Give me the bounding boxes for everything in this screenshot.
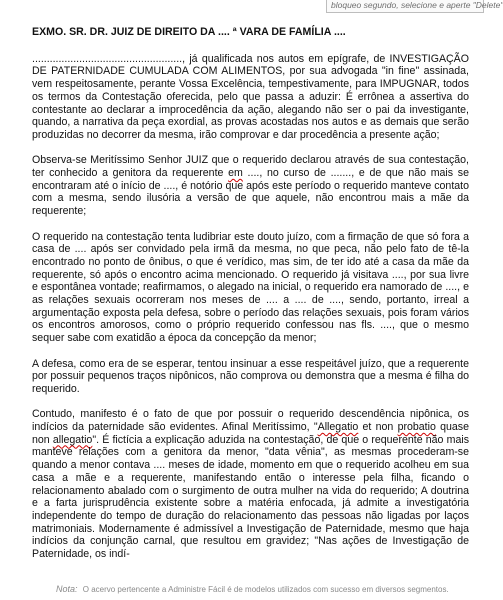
body-paragraph: [32, 408, 469, 560]
spellcheck-flagged-word: em: [228, 167, 243, 180]
document-body: [32, 53, 469, 561]
paragraph-text: ..................................................., já qualificada nos autos em epígrafe, de INVESTIGAÇÃO DE PATERNIDADE CUMULADA COM ALIMENTOS, por sua advogada "in fine" assinada, vem respeitosamente, perante Vossa Excelência, tempestivamente, para IMPUGNAR, todos os termos da Contestação oferecida, pelo que passa a aduzir: É errônea a assertiva do contestante ao declarar a improcedência da ação, alegando não ser o pai da investigante, quando, a narrativa da peça exordial, as provas acostadas nos autos e as demais que serão produzidas no decorrer da mesma, irão comprovar e dar procedência a presente ação;: [32, 52, 469, 141]
spellcheck-flagged-word: Allegatio: [317, 421, 359, 434]
footer-note-text: O acervo pertencente a Administre Fácil é de modelos utilizados com sucesso em diversos segmentos.: [82, 585, 449, 594]
edit-hint-text: bloqueo segundo, selecione e aperte "Delete": [331, 0, 503, 10]
paragraph-text: Observa-se Meritíssimo Senhor JUIZ que o requerido declarou através de sua contestação, ter conhecido a genitora da requerente: [32, 154, 469, 180]
body-paragraph: [32, 358, 469, 396]
paragraph-text: quase non: [32, 421, 470, 446]
paragraph-text: O requerido na contestação tenta ludibriar este douto juízo, com a firmação de que só fora a casa de .... após ser convidado pela irmã da mesma, no que peca, não pelo fato de tê-la encontrado no ponto de ônibus, o que é verídico, mas sim, de ter ido até a casa da mãe da requerente, só após o encontro acima mencionado. O requerido já visitava ...., por sua livre e espontânea vontade; reafirmamos, o alegado na inicial, o requerido era namorado de ...., e as relações sexuais ocorreram nos meses de .... a .... de ...., sendo, portanto, irreal a argumentação exposta pela defesa, sobre o período das relações sexuais, pois foram vários os encontros amorosos, como o próprio requerido confessou nas fls. ...., que o mesmo sequer sabe com exatidão a época da concepção da menor;: [32, 230, 469, 345]
edit-hint-tooltip: [326, 0, 503, 13]
document-heading: EXMO. SR. DR. JUIZ DE DIREITO DA .... ª VARA DE FAMÍLIA ....: [32, 26, 346, 38]
body-paragraph: [32, 53, 469, 142]
footer-note: [56, 584, 449, 594]
spellcheck-flagged-word: probatio: [397, 421, 436, 434]
footer-note-label: Nota:: [56, 584, 78, 594]
document-page: [32, 26, 469, 573]
paragraph-text: et non: [358, 421, 398, 434]
paragraph-text: A defesa, como era de se esperar, tentou insinuar a esse respeitável juízo, que a requerente por possuir pequenos traços nipônicos, não comprova ou demonstra que a mesma é filha do requerido.: [32, 357, 469, 395]
paragraph-text: ...., no curso de ......., e de que não mais se encontraram até o início de ...., é notório que após este período o requerido manteve contato com a mesma, sendo ilusória a versão de que aquele, não encontrou mais a mãe da requerente;: [32, 167, 469, 218]
spellcheck-flagged-word: allegatio: [52, 433, 93, 446]
paragraph-text: ". É fictícia a explicação aduzida na contestação, de que o requerente não mais manteve relações com a genitora da menor, "data vênia", as mesmas procederam-se quando a menor contava .... meses de idade, momento em que o requerido acolheu em sua casa a mãe e a requerente, manifestando então o interesse pela filha, ficando o relacionamento abalado com o surgimento de outra mulher na vida do requerido; A doutrina e a farta jurisprudência existente sobre a matéria enfocada, já admite a investigatória independente do tempo de duração do relacionamento das pessoas não ligadas por laços matrimoniais. Modernamente é admissível a Investigação de Paternidade, mesmo que haja indícios da conjunção carnal, que resultou em gravidez; "Nas ações de Investigação de Paternidade, os indí-: [32, 433, 469, 561]
paragraph-text: Contudo, manifesto é o fato de que por possuir o requerido descendência nipônica, os indícios da paternidade são evidentes. Afinal Meritíssimo, ": [32, 408, 469, 434]
body-paragraph: [32, 231, 469, 345]
body-paragraph: [32, 154, 469, 218]
